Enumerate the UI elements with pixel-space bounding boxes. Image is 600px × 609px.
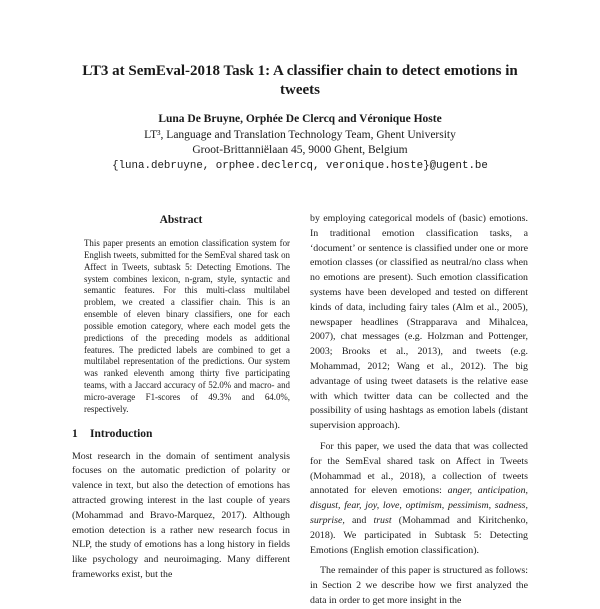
right-column xyxy=(310,212,528,609)
intro-paragraph-2 xyxy=(310,440,528,558)
and-word: and xyxy=(344,514,374,526)
abstract-text: This paper presents an emotion classification system for English tweets, submitted for the SemEval shared task on Affect in Tweets, subtask 5: Detecting Emotions. The system combines lexicon, n-gram, style, syntactic and semantic features. For this multi-class multilabel problem, we created a classifier chain. This is an ensemble of eleven binary classifiers, one for each possible emotion category, where each model gets the predictions of the preceding models as additional features. The predicted labels are combined to get a multilabel representation of the predictions. Our system was ranked eleventh among thirty five participating teams, with a Jaccard accuracy of 52.0% and macro- and micro-average F1-scores of 49.3% and 64.0%, respectively. xyxy=(84,238,290,414)
author-emails: {luna.debruyne, orphee.declercq, veronique.hoste}@ugent.be xyxy=(112,159,488,172)
intro-paragraph-3: The remainder of this paper is structured as follows: in Section 2 we describe how we first analyzed the data in order to get more insight in the xyxy=(310,565,528,606)
author-block xyxy=(40,112,560,174)
emotion-list: anger, anticipation, disgust, fear, joy, love, optimism, pessimism, sadness, surprise, xyxy=(310,485,528,526)
paper-title: LT3 at SemEval-2018 Task 1: A classifier chain to detect emotions in tweets xyxy=(82,63,518,98)
paragraph-text-end: (Mohammad and Kiritchenko, 2018). We participated in Subtask 5: Detecting Emotions (English emotion classification). xyxy=(310,514,528,556)
author-names: Luna De Bruyne, Orphée De Clercq and Véronique Hoste xyxy=(158,113,442,125)
left-column xyxy=(72,212,290,583)
intro-paragraph-1: Most research in the domain of sentiment analysis focuses on the automatic prediction of polarity or valence in text, but also the detection of emotions has attracted growing interest in the last couple of years (Mohammad and Bravo-Marquez, 2017). Although emotion detection is a rather new research focus in NLP, the study of emotions has a long history in fields like psychology and neuroimaging. Many different frameworks exist, but the xyxy=(72,450,290,581)
paragraph-text: For this paper, we used the data that was collected for the SemEval shared task on Affect in Tweets (Mohammad et al., 2018), a collection of tweets annotated for eleven emotions: xyxy=(310,440,528,497)
abstract-heading: Abstract xyxy=(159,214,203,226)
section-heading-introduction xyxy=(72,426,290,442)
affiliation: LT³, Language and Translation Technology Team, Ghent University xyxy=(144,128,456,141)
section-number: 1 xyxy=(72,427,78,440)
emotion-trust: trust xyxy=(373,514,392,526)
address: Groot-Brittanniëlaan 45, 9000 Ghent, Belgium xyxy=(192,144,408,156)
section-title: Introduction xyxy=(90,427,153,440)
intro-paragraph-continued: by employing categorical models of (basic) emotions. In traditional emotion classification tasks, a ‘document’ or sentence is classified under one or more emotion classes (or classified as neutral/no class when no emotions are present). Such emotion classification systems have been developed and tested on different kinds of data, including fairy tales (Alm et al., 2005), newspaper headlines (Strapparava and Mihalcea, 2007), chat messages (e.g. Holzman and Pottenger, 2003; Brooks et al., 2013), and tweets (e.g. Mohammad, 2012; Wang et al., 2012). The big advantage of using tweet datasets is the relative ease with which twitter data can be collected and the possibility of using hashtags as emotion labels (distant supervision approach). xyxy=(310,213,528,432)
